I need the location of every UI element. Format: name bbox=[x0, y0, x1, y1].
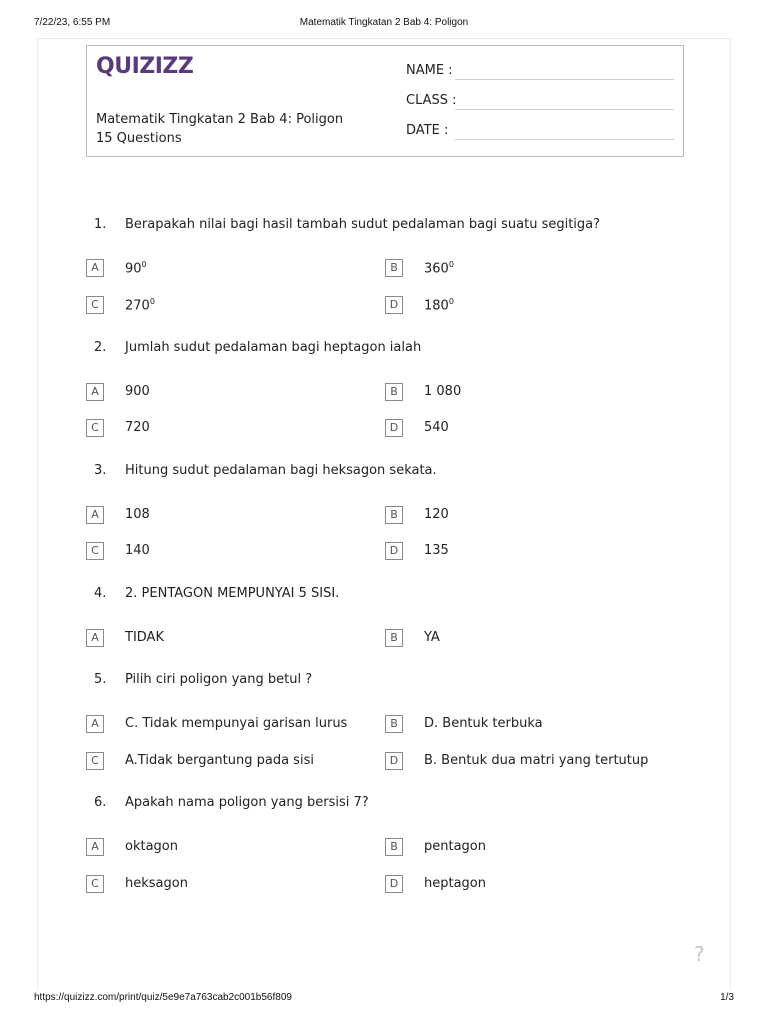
answer-option bbox=[86, 506, 386, 528]
option-text bbox=[125, 420, 150, 435]
degree-superscript: 0 bbox=[448, 260, 454, 269]
class-field bbox=[406, 93, 676, 113]
option-value: 900 bbox=[125, 384, 150, 399]
option-letter-box: A bbox=[86, 715, 104, 733]
option-text bbox=[424, 876, 486, 891]
option-text bbox=[125, 297, 155, 313]
degree-superscript: 0 bbox=[149, 297, 155, 306]
option-text bbox=[125, 630, 164, 645]
option-value: C. Tidak mempunyai garisan lurus bbox=[125, 716, 348, 731]
option-text bbox=[424, 543, 449, 558]
option-letter-box: C bbox=[86, 296, 104, 314]
date-line bbox=[455, 139, 674, 140]
question-number: 5. bbox=[94, 672, 107, 687]
option-letter-box: A bbox=[86, 838, 104, 856]
answer-option bbox=[86, 296, 386, 318]
answer-option bbox=[385, 752, 685, 774]
answer-option bbox=[385, 506, 685, 528]
answer-option bbox=[86, 875, 386, 897]
option-letter-box: B bbox=[385, 629, 403, 647]
date-label: DATE : bbox=[406, 123, 449, 138]
class-line bbox=[455, 109, 674, 110]
answer-option bbox=[385, 542, 685, 564]
question-text: Berapakah nilai bagi hasil tambah sudut pedalaman bagi suatu segitiga? bbox=[125, 217, 601, 232]
option-value: 120 bbox=[424, 507, 449, 522]
option-value: 1 080 bbox=[424, 384, 462, 399]
page-number: 1/3 bbox=[720, 992, 734, 1003]
option-value: TIDAK bbox=[125, 630, 164, 645]
option-value: oktagon bbox=[125, 839, 178, 854]
option-value: pentagon bbox=[424, 839, 486, 854]
option-value: 540 bbox=[424, 420, 449, 435]
answer-option bbox=[385, 383, 685, 405]
option-text bbox=[424, 630, 440, 645]
option-value: 270 bbox=[125, 298, 150, 314]
option-value: YA bbox=[424, 630, 440, 645]
question-text: Jumlah sudut pedalaman bagi heptagon ialah bbox=[125, 340, 422, 355]
question-number: 2. bbox=[94, 340, 107, 355]
print-footer bbox=[34, 992, 734, 1006]
class-label: CLASS : bbox=[406, 93, 457, 108]
option-text bbox=[125, 507, 150, 522]
answer-option bbox=[86, 419, 386, 441]
option-value: 720 bbox=[125, 420, 150, 435]
answer-option bbox=[86, 715, 386, 737]
option-letter-box: C bbox=[86, 875, 104, 893]
answer-option bbox=[385, 715, 685, 737]
option-letter-box: A bbox=[86, 383, 104, 401]
question-number: 4. bbox=[94, 586, 107, 601]
option-value: 180 bbox=[424, 298, 449, 314]
question-mark-icon[interactable]: ? bbox=[694, 942, 705, 966]
option-letter-box: B bbox=[385, 715, 403, 733]
option-text bbox=[125, 876, 188, 891]
question bbox=[0, 586, 768, 610]
question-text: 2. PENTAGON MEMPUNYAI 5 SISI. bbox=[125, 586, 340, 601]
option-letter-box: D bbox=[385, 752, 403, 770]
answer-option bbox=[385, 629, 685, 651]
name-label: NAME : bbox=[406, 63, 453, 78]
option-value: heptagon bbox=[424, 876, 486, 891]
option-text bbox=[424, 716, 543, 731]
answer-option bbox=[86, 752, 386, 774]
option-letter-box: D bbox=[385, 419, 403, 437]
option-text bbox=[125, 839, 178, 854]
print-date: 7/22/23, 6:55 PM bbox=[34, 17, 111, 28]
option-text bbox=[125, 384, 150, 399]
option-value: 140 bbox=[125, 543, 150, 558]
option-value: A.Tidak bergantung pada sisi bbox=[125, 753, 314, 768]
question bbox=[0, 463, 768, 487]
print-title: Matematik Tingkatan 2 Bab 4: Poligon bbox=[299, 17, 469, 28]
degree-superscript: 0 bbox=[448, 297, 454, 306]
name-field bbox=[406, 63, 676, 83]
option-letter-box: A bbox=[86, 259, 104, 277]
option-text bbox=[424, 420, 449, 435]
option-text bbox=[424, 297, 454, 313]
option-letter-box: B bbox=[385, 838, 403, 856]
option-value: D. Bentuk terbuka bbox=[424, 716, 543, 731]
print-url: https://quizizz.com/print/quiz/5e9e7a763cab2c001b56f809 bbox=[34, 992, 292, 1003]
option-letter-box: D bbox=[385, 542, 403, 560]
print-header bbox=[34, 17, 734, 31]
answer-option bbox=[86, 629, 386, 651]
quiz-title: Matematik Tingkatan 2 Bab 4: Poligon bbox=[96, 112, 344, 127]
option-letter-box: D bbox=[385, 875, 403, 893]
option-value: 90 bbox=[125, 261, 142, 277]
answer-option bbox=[385, 875, 685, 897]
answer-option bbox=[385, 296, 685, 318]
answer-option bbox=[385, 259, 685, 281]
option-letter-box: B bbox=[385, 506, 403, 524]
question-text: Apakah nama poligon yang bersisi 7? bbox=[125, 795, 369, 810]
question-number: 3. bbox=[94, 463, 107, 478]
question-text: Hitung sudut pedalaman bagi heksagon sekata. bbox=[125, 463, 437, 478]
option-text bbox=[424, 260, 454, 276]
option-text bbox=[424, 753, 648, 768]
option-text bbox=[424, 839, 486, 854]
answer-option bbox=[385, 838, 685, 860]
option-text bbox=[125, 753, 314, 768]
option-value: B. Bentuk dua matri yang tertutup bbox=[424, 753, 649, 768]
option-text bbox=[125, 543, 150, 558]
option-letter-box: A bbox=[86, 506, 104, 524]
option-letter-box: C bbox=[86, 542, 104, 560]
option-letter-box: C bbox=[86, 752, 104, 770]
question bbox=[0, 340, 768, 364]
option-value: heksagon bbox=[125, 876, 188, 891]
answer-option bbox=[86, 542, 386, 564]
answer-option bbox=[385, 419, 685, 441]
question-count: 15 Questions bbox=[96, 131, 182, 146]
question-text: Pilih ciri poligon yang betul ? bbox=[125, 672, 313, 687]
option-letter-box: D bbox=[385, 296, 403, 314]
degree-superscript: 0 bbox=[141, 260, 147, 269]
option-letter-box: B bbox=[385, 259, 403, 277]
date-field bbox=[406, 123, 676, 143]
question-number: 1. bbox=[94, 217, 107, 232]
option-text bbox=[125, 716, 347, 731]
option-text bbox=[424, 384, 461, 399]
question-number: 6. bbox=[94, 795, 107, 810]
option-value: 135 bbox=[424, 543, 449, 558]
option-value: 108 bbox=[125, 507, 150, 522]
option-text bbox=[125, 260, 147, 276]
option-letter-box: C bbox=[86, 419, 104, 437]
answer-option bbox=[86, 383, 386, 405]
worksheet-header bbox=[86, 45, 684, 157]
question bbox=[0, 795, 768, 819]
quizizz-logo: QUIZIZZ bbox=[96, 54, 194, 79]
option-text bbox=[424, 507, 449, 522]
name-line bbox=[455, 79, 674, 80]
option-letter-box: A bbox=[86, 629, 104, 647]
answer-option bbox=[86, 259, 386, 281]
option-letter-box: B bbox=[385, 383, 403, 401]
answer-option bbox=[86, 838, 386, 860]
option-value: 360 bbox=[424, 261, 449, 277]
question bbox=[0, 672, 768, 696]
question bbox=[0, 217, 768, 241]
